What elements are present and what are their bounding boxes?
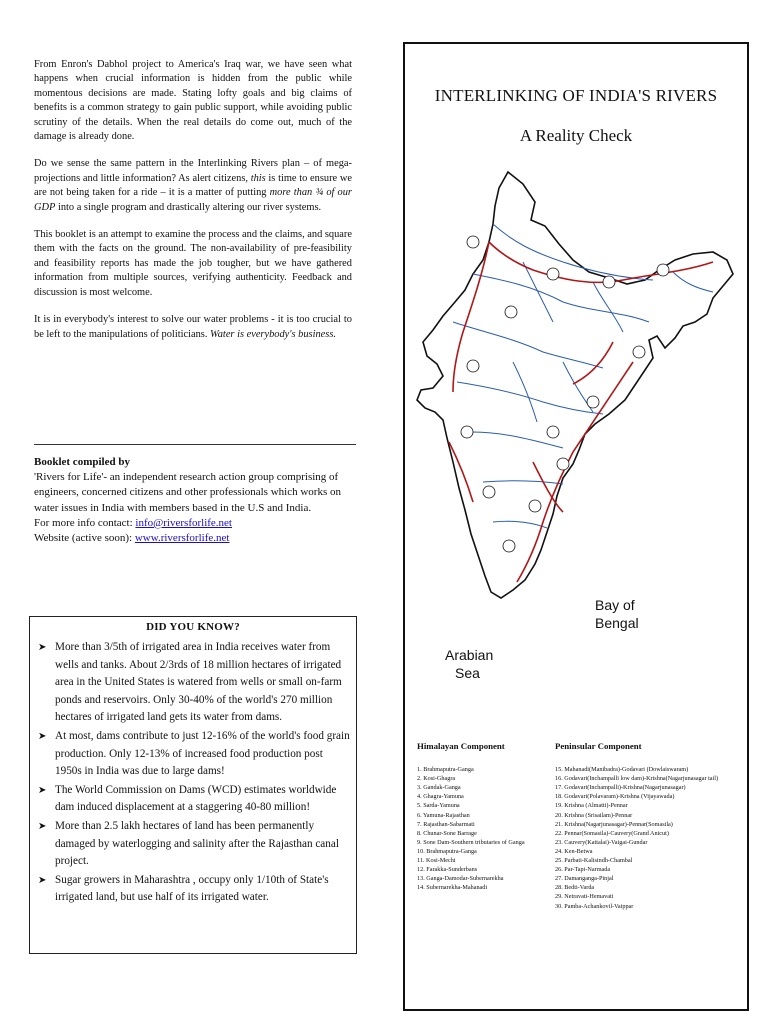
list-item xyxy=(38,872,350,907)
list-item: 4. Ghagra-Yamuna xyxy=(417,793,464,801)
list-item: 26. Par-Tapi-Narmada xyxy=(555,866,611,874)
bullet-arrow-icon: ➤ xyxy=(38,874,47,886)
intro-paragraph-1: From Enron's Dabhol project to America's Iraq war, we have seen what happens when crucial information is hidden from the public while momentous decisions are made. Stating lofty goals and big claims of benefits is a common strategy to gain public support, while avoiding public scrutiny of the details. When the real details do come out, much of the damage is already done. xyxy=(34,59,352,143)
compiled-by-section xyxy=(34,455,356,546)
contact-email-link[interactable]: info@riversforlife.net xyxy=(135,516,232,529)
compiled-heading: Booklet compiled by xyxy=(34,456,130,468)
website-link[interactable]: www.riversforlife.net xyxy=(134,532,230,545)
river-network xyxy=(453,224,713,528)
list-item: 8. Chunar-Sone Barrage xyxy=(417,829,477,837)
list-item: 24. Ken-Betwa xyxy=(555,847,593,855)
peninsular-heading: Peninsular Component xyxy=(555,741,642,751)
website-label: Website (active soon): xyxy=(34,532,135,545)
map-label-bay: Bay of xyxy=(595,597,635,613)
did-you-know-list xyxy=(30,639,356,907)
map-label-sea: Sea xyxy=(455,665,480,681)
intro-paragraph-2 xyxy=(34,157,352,215)
p2-emph-gdp: more than ¾ of our GDP xyxy=(34,187,352,213)
list-item: 13. Ganga-Damodar-Subernarekha xyxy=(417,875,504,883)
himalayan-heading: Himalayan Component xyxy=(417,741,505,751)
list-item: 16. Godavari(Inchampalli low dam)-Krishna(Nagarjunasagar tail) xyxy=(555,775,719,783)
did-you-know-box xyxy=(29,616,357,954)
map-label-bengal: Bengal xyxy=(595,615,639,631)
list-item: 1. Brahmaputra-Ganga xyxy=(417,766,474,774)
list-item: 30. Pamba-Achankovil-Vaippar xyxy=(555,902,634,910)
p4-text-a: It is in everybody's interest to solve our water problems - it is too crucial to be left to the manipulations of politicians. xyxy=(34,314,352,340)
list-item: 15. Mahanadi(Manibadra)-Godavari (Dowlaiswaram) xyxy=(555,766,689,774)
list-item: 5. Sarda-Yamuna xyxy=(417,802,460,810)
list-item xyxy=(38,818,350,871)
intro-paragraph-3: This booklet is an attempt to examine the process and the claims, and square them with the facts on the ground. The non-availability of pre-feasibility and feasibility reports has made the job tougher, but we have gathered information from multiple sources, verifying authenticity. Feedback and discussion is most welcome. xyxy=(34,229,352,298)
list-item: 28. Bedti-Varda xyxy=(555,884,595,892)
list-item: 22. Pennar(Somasila)-Cauvery(Grand Anicut) xyxy=(555,829,669,837)
bullet-arrow-icon: ➤ xyxy=(38,642,47,653)
list-item: 12. Farakka-Sunderbans xyxy=(417,866,478,874)
map-label-arabian: Arabian xyxy=(445,647,494,663)
list-item: 17. Godavari(Inchampalli)-Krishna(Nagarjunasagar) xyxy=(555,784,686,792)
list-item: 18. Godavari(Polavaram)-Krishna (Vijayawada) xyxy=(555,793,675,801)
list-item: 7. Rajasthan-Sabarmati xyxy=(417,820,475,828)
list-item: 25. Parbati-Kalisindh-Chambal xyxy=(555,857,633,865)
intro-section xyxy=(34,58,352,355)
compiled-body: 'Rivers for Life'- an independent research action group comprising of engineers, concerned citizens and other professionals which works on water issues in India with members based in the U.S and India. xyxy=(34,471,341,514)
panel-title: INTERLINKING OF INDIA'S RIVERS xyxy=(434,86,718,105)
list-item: 9. Sone Dam-Southern tributaries of Ganga xyxy=(417,838,525,846)
p2-text-c: is time to ensure we are not being taken for a ride – it is a matter of putting xyxy=(34,172,353,199)
contact-line xyxy=(34,516,356,531)
contact-label: For more info contact: xyxy=(34,516,136,529)
p2-text-a: Do we sense the same pattern in the Interlinking Rivers plan – of mega-projections and little information? As alert citizens, xyxy=(34,158,352,184)
list-item-text: Sugar growers in Maharashtra , occupy only 1/10th of State's irrigated land, but use half of its irrigated water. xyxy=(55,873,329,904)
website-line xyxy=(34,531,356,546)
list-item-text: More than 3/5th of irrigated area in India receives water from wells and tanks. About 2/3rds of 18 million hectares of irrigated area in the United States is watered from wells or small on-farm ponds and reservoirs. Only 30-40% of the world's 270 million hectares of irrigated land gets its water from dams. xyxy=(55,641,342,724)
himalayan-component xyxy=(417,742,557,892)
india-rivers-map xyxy=(413,162,743,752)
list-item-text: The World Commission on Dams (WCD) estimates worldwide dam induced displacement at a staggering 40-80 million! xyxy=(55,783,337,814)
list-item xyxy=(38,782,350,817)
list-item: 20. Krishna (Srisailam)-Pennar xyxy=(555,811,633,819)
cover-panel xyxy=(403,42,749,1011)
list-item xyxy=(38,728,350,781)
list-item: 21. Krishna(Nagarjunasagar)-Pennar(Somasila) xyxy=(555,820,673,828)
list-item-text: At most, dams contribute to just 12-16% of the world's food grain production. Only 12-13% of increased food production post 1950s in India was due to large dams! xyxy=(55,729,350,778)
list-item: 2. Kosi-Ghagra xyxy=(417,775,456,783)
list-item: 23. Cauvery(Kattalai)-Vaigai-Gundar xyxy=(555,838,648,846)
list-item: 19. Krishna (Almatti)-Pennar xyxy=(555,802,628,810)
list-item: 3. Gandak-Ganga xyxy=(417,784,461,792)
bullet-arrow-icon: ➤ xyxy=(38,820,47,832)
p2-emph-this: this xyxy=(250,172,266,184)
list-item: 11. Kosi-Mechi xyxy=(417,857,456,865)
list-item: 10. Brahmaputra-Ganga xyxy=(417,847,477,855)
p4-emph: Water is everybody's business. xyxy=(210,328,336,340)
peninsular-component xyxy=(555,742,747,911)
bullet-arrow-icon: ➤ xyxy=(38,730,47,742)
link-markers xyxy=(461,236,669,552)
link-canals xyxy=(449,242,713,582)
list-item: 29. Netravati-Hemavati xyxy=(555,893,614,901)
list-item: 27. Damanganga-Pinjal xyxy=(555,875,614,883)
did-you-know-title: DID YOU KNOW? xyxy=(146,621,240,633)
list-item-text: More than 2.5 lakh hectares of land has been permanently damaged by waterlogging and salinity after the Rajasthan canal project. xyxy=(55,819,339,868)
section-divider xyxy=(34,444,356,445)
bullet-arrow-icon: ➤ xyxy=(38,784,47,796)
intro-paragraph-4 xyxy=(34,313,352,342)
list-item: 6. Yamuna-Rajasthan xyxy=(417,811,470,819)
list-item: 14. Subernarekha-Mahanadi xyxy=(417,884,488,892)
panel-subtitle: A Reality Check xyxy=(519,126,633,145)
list-item xyxy=(38,639,350,727)
p2-text-e: into a single program and drastically altering our river systems. xyxy=(55,201,322,213)
